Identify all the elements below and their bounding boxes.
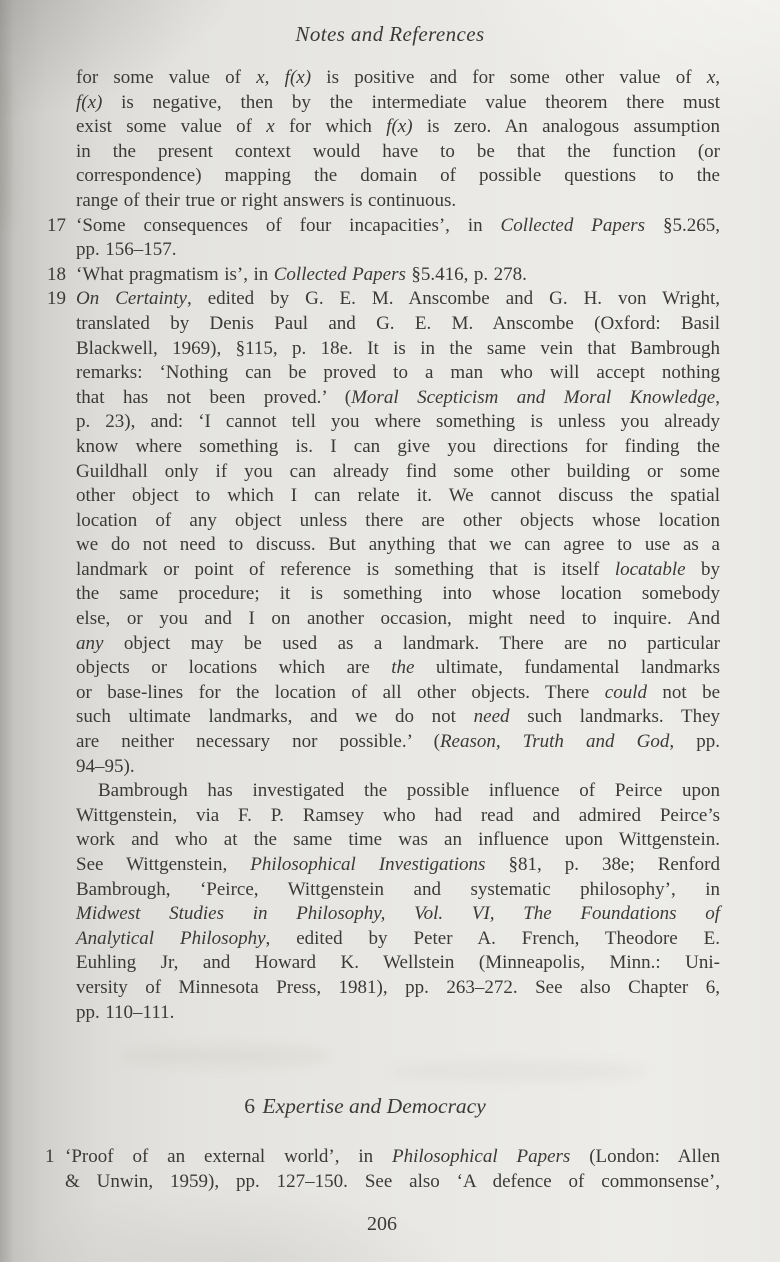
text-segment: 94–95). [76,755,135,777]
italic-text-segment: could [604,681,647,703]
text-line [76,681,720,706]
text-line [76,164,720,189]
text-segment: are neither necessary nor possible.’ ( [76,731,440,753]
text-segment: remarks: ‘Nothing can be proved to a man who will accept nothing [76,362,720,384]
text-segment: Bambrough has investigated the possible influence of Peirce upon [98,780,720,802]
notes-continuation-block [47,66,721,1025]
scan-smudge [120,1045,330,1067]
text-line [76,361,720,386]
text-line [76,632,720,657]
italic-text-segment: Collected Papers [273,263,406,285]
text-line [76,91,720,116]
text-segment: ultimate, fundamental landmarks [414,657,720,679]
text-segment: Guildhall only if you can already find some other building or some [76,460,720,482]
text-segment: is negative, then by the intermediate value theorem there must [102,91,720,113]
text-segment: Bambrough, ‘Peirce, Wittgenstein and systematic philosophy’, in [76,878,720,900]
note-line [45,1145,720,1170]
text-line [76,115,720,140]
text-segment: work and who at the same time was an influence upon Wittgenstein. [76,829,720,851]
text-line [76,582,720,607]
text-segment: , edited by G. E. M. Anscombe and G. H. von Wright, [186,288,720,310]
text-segment: range of their true or right answers is continuous. [76,189,457,211]
text-line [76,435,720,460]
text-line [76,509,720,534]
text-segment: correspondence) mapping the domain of possible questions to the [76,165,720,187]
italic-text-segment: f(x) [76,91,103,113]
text-segment: by [685,558,721,580]
note-line [47,287,720,312]
text-segment: else, or you and I on another occasion, might need to inquire. And [76,608,720,630]
text-segment: we do not need to discuss. But anything that we can agree to use as a [76,534,720,556]
text-line [76,927,720,952]
italic-text-segment: any [76,632,104,654]
text-line [76,66,720,91]
note-number: 18 [47,263,66,285]
scan-smudge [390,1062,650,1080]
text-segment: §81, p. 38e; Renford [485,854,721,875]
text-segment: for which [274,116,387,138]
text-segment: & Unwin, 1959), pp. 127–150. See also ‘A defence of commonsense’, [65,1170,720,1192]
note-number: 17 [47,214,66,236]
text-segment: such landmarks. They [509,706,721,728]
text-segment: Wittgenstein, via F. P. Ramsey who had read and admired Peirce’s [76,804,720,826]
section-number: 6 [244,1094,255,1118]
italic-text-segment: x, f(x) [256,67,312,88]
text-segment: Euhling Jr, and Howard K. Wellstein (Minneapolis, Minn.: Uni- [76,952,720,974]
note-line [47,263,720,288]
text-segment: other object to which I can relate it. We cannot discuss the spatial [76,485,720,507]
text-segment: , [715,386,720,408]
text-line [76,878,720,903]
italic-text-segment: need [473,706,510,728]
chapter-notes-block [45,1145,720,1194]
text-segment: the same procedure; it is something into whose location somebody [76,583,720,605]
text-segment: See Wittgenstein, [76,854,251,875]
italic-text-segment: Reason, Truth and God [439,731,670,753]
text-segment: for some value of [76,67,257,88]
text-line [76,1001,720,1026]
text-line [76,951,720,976]
text-line [76,779,720,804]
page-number: 206 [367,1213,397,1235]
italic-text-segment: Collected Papers [500,214,646,236]
text-line [76,410,720,435]
section-title: Expertise and Democracy [262,1094,486,1118]
text-segment: exist some value of [76,116,267,138]
text-segment: is zero. An analogous assumption [412,116,721,138]
text-segment: ‘What pragmatism is’, in [76,263,274,285]
text-segment: pp. 156–157. [76,239,177,261]
italic-text-segment: x [706,67,716,88]
italic-text-segment: Philosophical Investigations [250,854,486,875]
text-segment: object may be used as a landmark. There are no particular [103,632,720,654]
text-segment: p. 23), and: ‘I cannot tell you where something is unless you already [76,411,720,433]
text-line [76,312,720,337]
text-line [76,705,720,730]
text-line [76,976,720,1001]
text-line [65,1170,720,1195]
italic-text-segment: f(x) [386,116,413,138]
text-line [76,533,720,558]
text-segment: not be [646,681,720,703]
note-line [47,214,720,239]
text-line [76,828,720,853]
text-line [76,386,720,411]
text-segment: , edited by Peter A. French, Theodore E. [265,927,720,949]
text-segment: §5.416, p. 278. [405,263,527,285]
text-segment: or base-lines for the location of all other objects. There [76,681,605,703]
text-segment: translated by Denis Paul and G. E. M. Anscombe (Oxford: Basil [76,312,720,334]
text-line [76,460,720,485]
italic-text-segment: the [391,657,415,679]
text-segment: versity of Minnesota Press, 1981), pp. 263–272. See also Chapter 6, [76,976,720,998]
section-heading [0,1094,730,1119]
italic-text-segment: Analytical Philosophy [76,927,266,949]
note-number: 1 [45,1146,55,1167]
text-segment: ‘Some consequences of four incapacities’, in [76,214,501,236]
text-segment: such ultimate landmarks, and we do not [76,706,474,728]
text-line [76,730,720,755]
italic-text-segment: Philosophical Papers [392,1146,571,1167]
text-segment: pp. 110–111. [76,1001,175,1023]
text-segment: know where something is. I can give you directions for finding the [76,435,720,457]
text-line [76,804,720,829]
text-segment: (London: Allen [570,1146,720,1167]
italic-text-segment: x [266,116,275,138]
text-line [76,607,720,632]
text-line [76,189,720,214]
text-segment: ‘Proof of an external world’, in [65,1146,393,1167]
text-segment: objects or locations which are [76,657,392,679]
note-number: 19 [47,288,66,310]
scan-smudge [0,70,12,230]
italic-text-segment: On Certainty [76,288,187,310]
text-segment: in the present context would have to be that the function (or [76,140,720,162]
italic-text-segment: locatable [614,558,686,580]
italic-text-segment: Moral Scepticism and Moral Knowledge [351,386,716,408]
text-segment: §5.265, [645,214,720,236]
text-segment: is positive and for some other value of [311,67,707,88]
text-line [76,140,720,165]
text-line [76,337,720,362]
text-segment: landmark or point of reference is something that is itself [76,558,615,580]
running-head: Notes and References [295,22,485,46]
text-line [76,755,720,780]
text-line [76,558,720,583]
text-segment: , [715,67,721,88]
text-segment: location of any object unless there are other objects whose location [76,509,720,531]
italic-text-segment: Midwest Studies in Philosophy, Vol. VI, The Foundations of [76,903,720,925]
text-segment: that has not been proved.’ ( [76,386,352,408]
text-line [76,484,720,509]
text-line [76,902,720,927]
text-line [76,238,720,263]
text-segment: Blackwell, 1969), §115, p. 18e. It is in the same vein that Bambrough [76,337,720,359]
text-line [76,656,720,681]
text-line [76,853,720,878]
text-segment: , pp. [669,731,720,753]
